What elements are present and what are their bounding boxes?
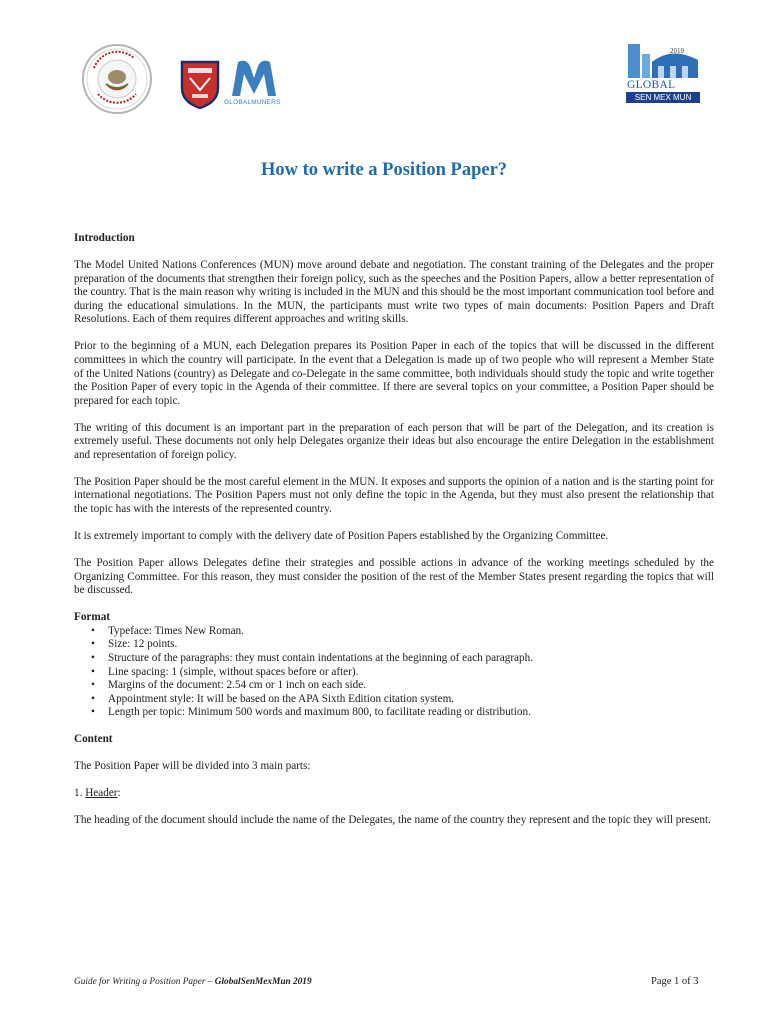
format-heading: Format — [74, 611, 111, 624]
logo-senmexmun-bar: SEN MEX MUN — [626, 92, 700, 103]
bullet-icon: • — [91, 665, 95, 678]
intro-paragraph-6: The Position Paper allows Delegates define their strategies and possible actions in advance of the working meetings scheduled by the Organizing Committee. For this reason, they must consider the position of the rest of the Member States present regarding the topics that will be discussed. — [74, 557, 714, 597]
intro-paragraph-5: It is extremely important to comply with the delivery date of Position Papers established by the Organizing Committee. — [74, 530, 609, 543]
format-item: • Size: 12 points. — [91, 638, 178, 651]
footer-page-number: Page 1 of 3 — [651, 976, 699, 987]
bullet-icon: • — [91, 692, 95, 705]
intro-paragraph-1: The Model United Nations Conferences (MUN) move around debate and negotiation. The constant training of the Delegates and the proper preparation of the documents that strengthen their foreign policy, such as the speeches and the Position Papers, allow a better representation of the country. That is the main reason why writing is included in the MUN and this should be the most important communication tool before and during the educational simulations. In the MUN, the participants must write two types of main documents: Position Papers and Draft Resolutions. Each of them requires different approaches and writing skills. — [74, 258, 714, 326]
footer-guide-title: Guide for Writing a Position Paper – GlobalSenMexMun 2019 — [74, 977, 312, 987]
bullet-icon: • — [91, 651, 95, 664]
intro-paragraph-4: The Position Paper should be the most careful element in the MUN. It exposes and supports the opinion of a nation and is the starting point for international negotiations. The Position Papers must not only define the topic in the Agenda, but they must also present the relationship that the topic has with the interests of the represented country. — [74, 475, 714, 516]
intro-paragraph-3: The writing of this document is an important part in the preparation of each person that will be part of the Delegation, and its creation is extremely useful. These documents not only help Delegates organize their ideas but also encourage the entire Delegation in the establishment and representation of foreign policy. — [74, 421, 714, 461]
header-label: Header — [85, 787, 118, 800]
senado-seal-logo — [82, 44, 152, 114]
format-item: • Typeface: Times New Roman. — [91, 624, 244, 637]
logo-global-text: GLOBAL — [627, 79, 676, 91]
intro-paragraph-2: Prior to the beginning of a MUN, each Delegation prepares its Position Paper in each of the topics that will be discussed in the different committees in which the country will participate. In the event that a Delegation is made up of two people who will represent a Member State of the United Nations (country) as Delegate and co-Delegate in the same committee, both individuals should study the topic and write together the Position Paper of every topic in the Agenda of their committee. If there are several topics on your committee, a Position Paper should be prepared for each topic. — [74, 340, 714, 407]
globalmuners-logo — [224, 56, 284, 112]
bullet-icon: • — [91, 679, 95, 692]
format-item: • Length per topic: Minimum 500 words and maximum 800, to facilitate reading or distribution. — [91, 706, 531, 719]
format-item: • Appointment style: It will be based on the APA Sixth Edition citation system. — [91, 692, 455, 705]
document-body — [74, 232, 714, 841]
bullet-icon: • — [91, 706, 95, 719]
logo-year: 2019 — [670, 47, 684, 55]
content-intro: The Position Paper will be divided into 3 main parts: — [74, 760, 311, 773]
format-item: • Structure of the paragraphs: they must contain indentations at the beginning of each paragraph. — [91, 651, 533, 664]
content-heading: Content — [74, 733, 113, 746]
bullet-icon: • — [91, 638, 95, 651]
format-item: • Margins of the document: 2.54 cm or 1 inch on each side. — [91, 679, 366, 692]
instituto-shield-logo — [178, 58, 222, 110]
global-senmexmun-logo — [624, 42, 702, 104]
format-item: • Line spacing: 1 (simple, without spaces before or after). — [91, 665, 359, 678]
bullet-icon: • — [91, 624, 95, 637]
page-title: How to write a Position Paper? — [260, 160, 508, 180]
format-list — [74, 625, 714, 720]
header-subheading: 1. Header: — [74, 787, 121, 800]
introduction-heading: Introduction — [74, 232, 135, 244]
globalmuners-label: GLOBALMUNERS — [224, 99, 281, 106]
header-description: The heading of the document should include the name of the Delegates, the name of the country they represent and the topic they will present. — [74, 814, 711, 827]
